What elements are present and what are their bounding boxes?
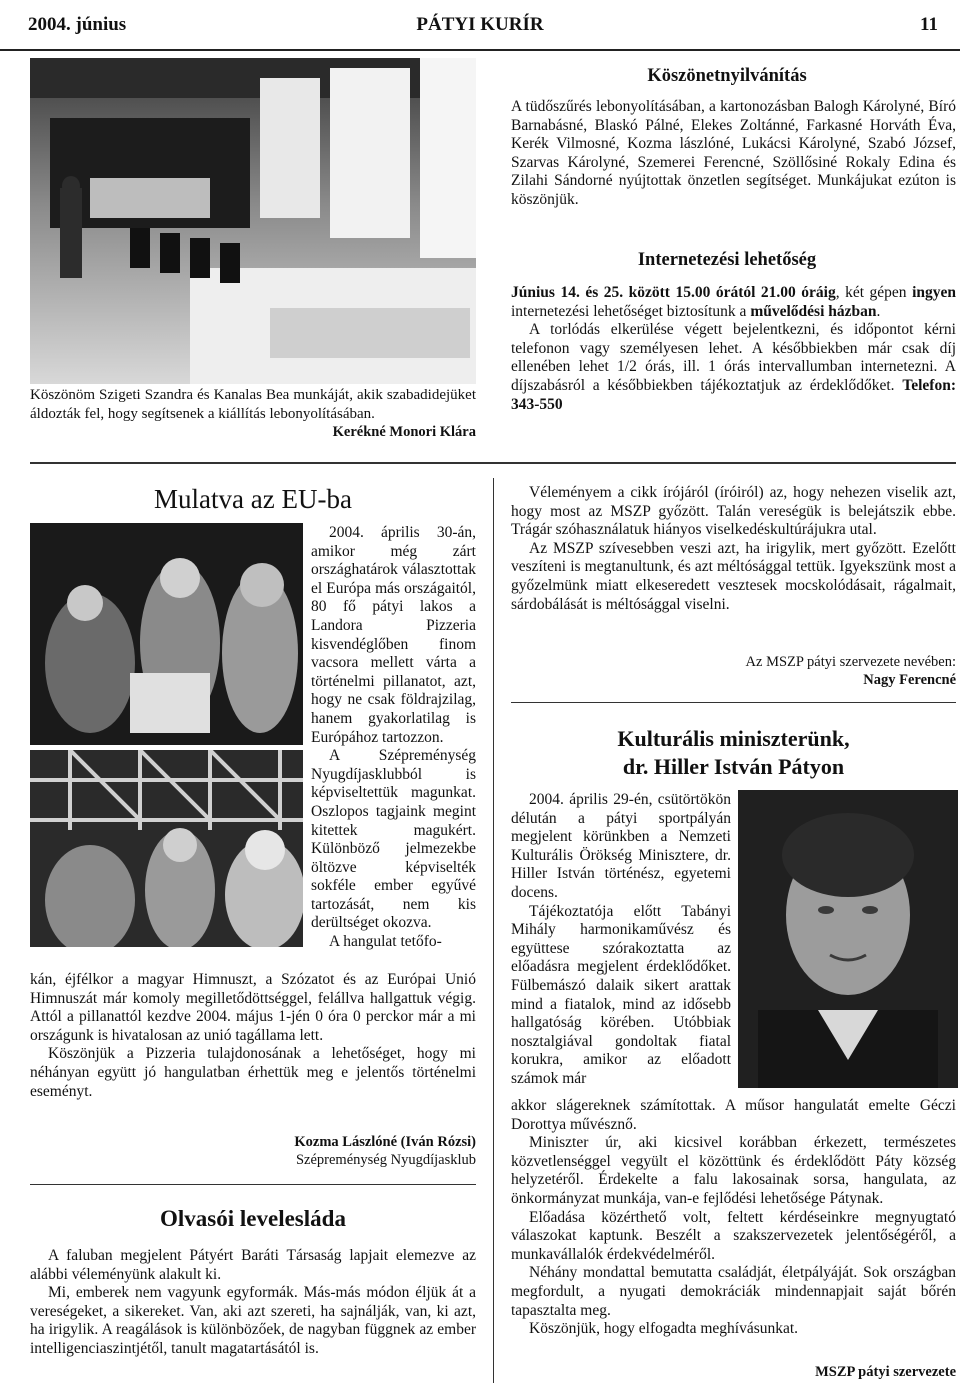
opinion-signature-org: Az MSZP pátyi szervezete nevében: [745, 654, 956, 670]
minister-wide-column [511, 1097, 956, 1339]
eu-party-photo-2-image [30, 750, 303, 947]
eu-signature-club: Szépreménység Nyugdíjasklub [295, 1152, 476, 1168]
eu-paragraph-4: Köszönjük a Pizzeria tulajdonosának a lehetőséget, hogy mi néhányan együtt jó hangulatban érhettük meg e jelentős történelmi eseményt. [30, 1045, 476, 1100]
minister-title-line-1: Kulturális miniszterünk, [617, 726, 850, 751]
minister-title-line-2: dr. Hiller István Pátyon [622, 754, 845, 779]
minister-portrait [738, 790, 958, 1088]
eu-narrow-column [311, 524, 476, 952]
internet-body [511, 284, 956, 414]
minister-paragraph-4: Előadása közérthető volt, feltett kérdéseinkre megnyugtató válaszokat kaptunk. Beszélt a szakszervezetek jelentőségéről, a munkavállalók érdekvédelméről. [511, 1208, 956, 1263]
minister-paragraph-3: Miniszter úr, aki kicsivel korábban érkezett, természetes közvetlenséggel vegyült el közöttünk és érdeklődött Páty község helyzetéről. Érdekelte a falu lakosainak sorsa, hangulata, az önkormányzat munkája, van-e fejlődési lehetősége Pátynak. [511, 1134, 956, 1207]
minister-paragraph-6: Köszönjük, hogy elfogadta meghívásunkat. [529, 1320, 799, 1338]
opinion-paragraph-1: Véleményem a cikk írójáról (íróiról) az, hogy nehezen viselik azt, hogy most az MSZP győzött. Talán vereségük is belejátszik ebbe. Trágár szóhasználatuk hiányos viselkedéskultúrájukra utal. [511, 484, 956, 539]
internet-paragraph-1: Június 14. és 25. között 15.00 órától 21.00 óráig, két gépen ingyen internetezési lehetőséget biztosítunk a művelődési házban. [511, 284, 956, 320]
minister-narrow-column [511, 791, 731, 1089]
section-divider-top [30, 462, 956, 464]
opinion-minister-divider [511, 702, 956, 703]
letters-paragraph-1: A faluban megjelent Pátyért Baráti Társaság lapjait elemezve az alábbi véleményünk alakult ki. [30, 1247, 476, 1283]
minister-paragraph-2: Tájékoztatója előtt Tabányi Mihály harmonikaművész és együttese szórakoztatta az előadásra megjelent érdeklődőket. Fülbemászó dalaik sikert arattak mind a fiatalok, mind az idősebb hallgatóság körében. Utóbbiak nosztalgiával gondoltak fiatal korukra, amikor az előadott számok már [511, 902, 731, 1087]
internet-title: Internetezési lehetőség [637, 250, 817, 270]
eu-party-photo-2 [30, 750, 303, 947]
exhibition-caption-text: Köszönöm Szigeti Szandra és Kanalas Bea munkáját, akik szabadidejüket áldozták fel, hogy segítsenek a kiállítás lebonyolításában. [30, 387, 476, 422]
internet-location: művelődési házban [750, 302, 877, 320]
header-date: 2004. június [28, 14, 127, 35]
eu-signature-name: Kozma Lászlóné (Iván Rózsi) [294, 1134, 476, 1150]
opinion-paragraph-2: Az MSZP szívesebben veszi azt, ha irigylik, mert győzött. Ezelőtt veszíteni is megtanultunk, és azt méltósággal tettük. Igyekszünk most a győzelmünk miatt elkeseredett vesztesek mocskolódásait, rágalmait, sárdobálását is méltósággal viselni. [511, 539, 956, 613]
minister-signature: MSZP pátyi szervezete [815, 1364, 956, 1380]
eu-paragraph-1: 2004. április 30-án, amikor még zárt országhatárok választottak el Európa más országaitól, 80 fő pátyi lakos a Landora Pizzeria kisvendéglőben finom vacsora mellett várta a történelmi pillanatot, azt, hogy ne csak földrajzilag, hanem gyakorlatilag is Európához tartozzon. [311, 524, 476, 746]
header-page-number: 11 [920, 14, 938, 35]
page-header [0, 0, 960, 55]
thanks-body: A tüdőszűrés lebonyolításában, a kartonozásban Balogh Károlyné, Bíró Barnabásné, Blaskó Pálné, Elekes Zoltánné, Farkasné Horváth Éva, Kerék Vilmosné, Kozma lászlóné, Lukácsi Károlyné, Szabó József, Szarvas Károlyné, Szemerei Ferencné, Szöllősiné Rokaly Edina és Zilahi Sándorné nyújtottak önzetlen segítséget. Munkájukat ezúton is köszönjük. [511, 98, 956, 208]
opinion-signature-name: Nagy Ferencné [863, 672, 956, 688]
minister-paragraph-5: Néhány mondattal bemutatta családját, életpályáját. Sok országban megfordult, a nyugati demokráciák mindennapjait saját bőrén tapasztalta meg. [511, 1264, 956, 1319]
eu-party-photo-1 [30, 523, 303, 745]
internet-phone: Telefon: 343-550 [511, 376, 956, 413]
internet-dates: Június 14. és 25. között 15.00 órától 21.00 óráig [511, 284, 836, 301]
eu-paragraph-2: A Szépreménység Nyugdíjasklubból is képviseltettük magunkat. Oszlopos tagjaink megint kitettek magukért. Különböző jelmezekbe öltözve képviselték sokféle ember egyűvé tartozását, nem kis derültséget okozva. [311, 747, 476, 932]
internet-free: ingyen [912, 284, 956, 301]
letters-title: Olvasói levelesláda [160, 1206, 346, 1231]
exhibition-signature: Kerékné Monori Klára [332, 424, 476, 440]
header-paper-name: PÁTYI KURÍR [416, 14, 544, 35]
minister-paragraph-2-rest: akkor slágereknek számítottak. A műsor hangulatát emelte Géczi Dorottya művésznő. [511, 1097, 956, 1133]
eu-party-photo-1-image [30, 523, 303, 745]
opinion-body [511, 484, 956, 614]
eu-title: Mulatva az EU-ba [154, 484, 352, 514]
letters-paragraph-2: Mi, emberek nem vagyunk egyformák. Más-más módon éljük át a vereségeket, a sikereket. Van, aki azt szereti, ha sajnálják, van, ki azt, ha irigylik. A reagálások is különbözőek, de nagyban függnek az ember intelligenciaszintjétől, tanult magatartásától is. [30, 1284, 476, 1357]
minister-paragraph-1: 2004. április 29-én, csütörtökön délután a pátyi sportpályán megjelent körünkben a Nemzeti Kulturális Örökség Minisztere, dr. Hiller István történész, egyetemi docens. [511, 791, 731, 901]
internet-paragraph-2: A torlódás elkerülése végett bejelentkezni, és időpontot kérni telefonon vagy személyesen lehet. A későbbiekben már csak díj ellenében lehet 1/2 órás, ill. 1 órás intervallumban internetezni. A díjszabásról a későbbiekben tájékoztatjuk az érdeklődőket. Telefon: 343-550 [511, 321, 956, 413]
exhibition-photo [30, 58, 476, 384]
eu-letters-divider [30, 1184, 476, 1185]
thanks-title: Köszönetnyilvánítás [647, 66, 807, 86]
column-divider [493, 478, 494, 1383]
minister-portrait-image [738, 790, 958, 1088]
eu-paragraph-3-start: A hangulat tetőfo- [329, 933, 442, 951]
letters-body [30, 1247, 476, 1359]
exhibition-photo-image [30, 58, 476, 384]
eu-paragraph-3: kán, éjfélkor a magyar Himnuszt, a Szózatot és az Európai Unió Himnuszát már komoly megilletődöttséggel, felállva hallgattuk végig. Attól a pillanattól kezdve 2004. május 1-jén 0 óra 0 perckor már a mi országunk is hivatalosan az unió tagállama lett. [30, 971, 476, 1044]
eu-wide-column [30, 971, 476, 1101]
exhibition-caption [30, 386, 476, 423]
